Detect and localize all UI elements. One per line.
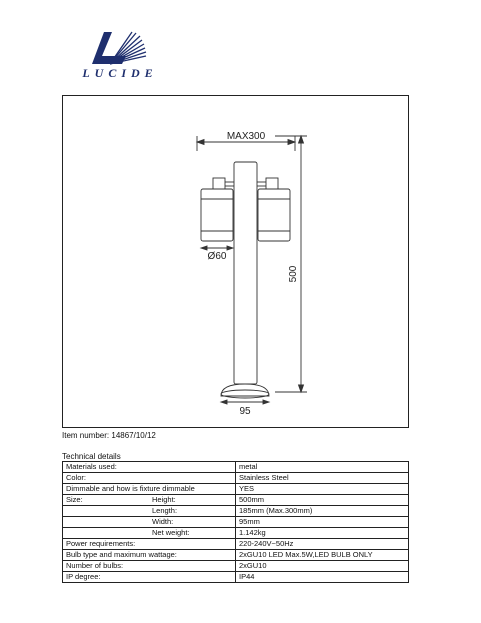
table-row xyxy=(63,572,409,583)
technical-details-heading: Technical details xyxy=(62,452,121,461)
item-number xyxy=(62,431,156,440)
item-number-value: 14867/10/12 xyxy=(111,431,156,440)
spec-label-cell xyxy=(63,517,236,528)
spec-sublabel: Net weight: xyxy=(152,528,190,537)
spec-value: 220-240V~50Hz xyxy=(236,539,409,550)
table-row xyxy=(63,517,409,528)
item-number-label: Item number: xyxy=(62,431,110,440)
diameter-label: Ø60 xyxy=(207,251,227,262)
spec-value: 95mm xyxy=(236,517,409,528)
spec-label: Color: xyxy=(63,473,236,484)
spec-label: Dimmable and how is fixture dimmable xyxy=(63,484,236,495)
table-row xyxy=(63,539,409,550)
spec-value: 185mm (Max.300mm) xyxy=(236,506,409,517)
table-row xyxy=(63,506,409,517)
table-row xyxy=(63,462,409,473)
spec-label: Bulb type and maximum wattage: xyxy=(63,550,236,561)
table-row xyxy=(63,473,409,484)
table-row xyxy=(63,550,409,561)
spec-value: 2xGU10 LED Max.5W,LED BULB ONLY xyxy=(236,550,409,561)
spec-label: Power requirements: xyxy=(63,539,236,550)
lucide-logo xyxy=(70,26,170,96)
spec-label-cell xyxy=(63,506,236,517)
table-row xyxy=(63,561,409,572)
spec-sublabel: Length: xyxy=(152,506,178,515)
height-label: 500 xyxy=(288,265,299,283)
base-diameter-label: 95 xyxy=(239,406,251,417)
spec-value: IP44 xyxy=(236,572,409,583)
spec-value: Stainless Steel xyxy=(236,473,409,484)
max-width-label: MAX300 xyxy=(226,131,266,142)
spec-label: Size: xyxy=(66,495,83,504)
technical-drawing xyxy=(62,95,409,428)
table-row xyxy=(63,528,409,539)
spec-label: Materials used: xyxy=(63,462,236,473)
spec-value: 500mm xyxy=(236,495,409,506)
spec-label-cell xyxy=(63,495,236,506)
spec-label-cell xyxy=(63,528,236,539)
spec-value: metal xyxy=(236,462,409,473)
table-row xyxy=(63,484,409,495)
table-row xyxy=(63,495,409,506)
spec-sublabel: Width: xyxy=(152,517,174,526)
spec-value: YES xyxy=(236,484,409,495)
spec-value: 2xGU10 xyxy=(236,561,409,572)
spec-sublabel: Height: xyxy=(152,495,176,504)
spec-label: IP degree: xyxy=(63,572,236,583)
brand-wordmark: LUCIDE xyxy=(82,66,158,80)
spec-label: Number of bulbs: xyxy=(63,561,236,572)
technical-details-table xyxy=(62,461,409,583)
spec-value: 1.142kg xyxy=(236,528,409,539)
